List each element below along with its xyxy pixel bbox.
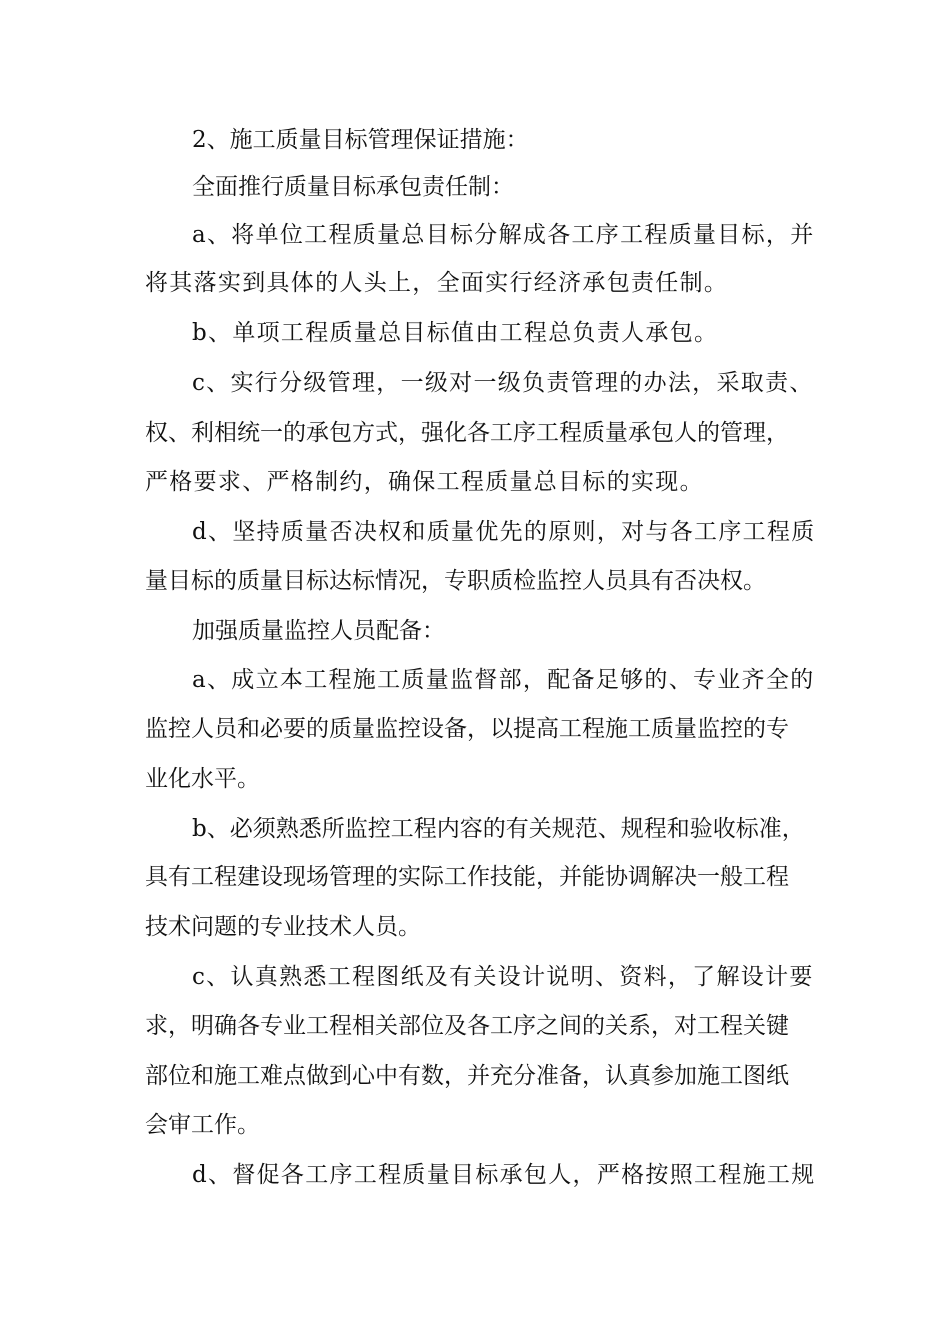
paragraph-line: d、坚持质量否决权和质量优先的原则，对与各工序工程质 — [192, 519, 816, 545]
paragraph-line: 部位和施工难点做到心中有数，并充分准备，认真参加施工图纸 — [145, 1063, 789, 1089]
paragraph-line: b、必须熟悉所监控工程内容的有关规范、规程和验收标准， — [192, 816, 805, 842]
paragraph-line: 严格要求、严格制约，确保工程质量总目标的实现。 — [145, 469, 704, 495]
paragraph-line: d、督促各工序工程质量目标承包人，严格按照工程施工规 — [192, 1162, 816, 1188]
paragraph-line: 会审工作。 — [145, 1112, 260, 1138]
subsection-heading: 全面推行质量目标承包责任制： — [192, 174, 514, 200]
paragraph-line: 将其落实到具体的人头上，全面实行经济承包责任制。 — [145, 270, 729, 296]
paragraph-line: a、成立本工程施工质量监督部，配备足够的、专业齐全的 — [192, 667, 815, 693]
paragraph-line: 监控人员和必要的质量监控设备，以提高工程施工质量监控的专 — [145, 716, 789, 742]
paragraph-line: c、实行分级管理，一级对一级负责管理的办法，采取责、 — [192, 370, 814, 396]
paragraph-line: 技术问题的专业技术人员。 — [145, 914, 421, 940]
paragraph-line: 具有工程建设现场管理的实际工作技能，并能协调解决一般工程 — [145, 864, 789, 890]
paragraph-line: 求，明确各专业工程相关部位及各工序之间的关系，对工程关键 — [145, 1013, 789, 1039]
paragraph-line: 权、利相统一的承包方式，强化各工序工程质量承包人的管理， — [145, 420, 789, 446]
paragraph-line: c、认真熟悉工程图纸及有关设计说明、资料，了解设计要 — [192, 964, 814, 990]
paragraph-line: a、将单位工程质量总目标分解成各工序工程质量目标，并 — [192, 222, 815, 248]
section-heading: 2、施工质量目标管理保证措施： — [192, 127, 529, 153]
paragraph-line: b、单项工程质量总目标值由工程总负责人承包。 — [192, 320, 719, 346]
paragraph-line: 量目标的质量目标达标情况，专职质检监控人员具有否决权。 — [145, 568, 766, 594]
paragraph-line: 业化水平。 — [145, 766, 260, 792]
subsection-heading: 加强质量监控人员配备： — [192, 618, 445, 644]
